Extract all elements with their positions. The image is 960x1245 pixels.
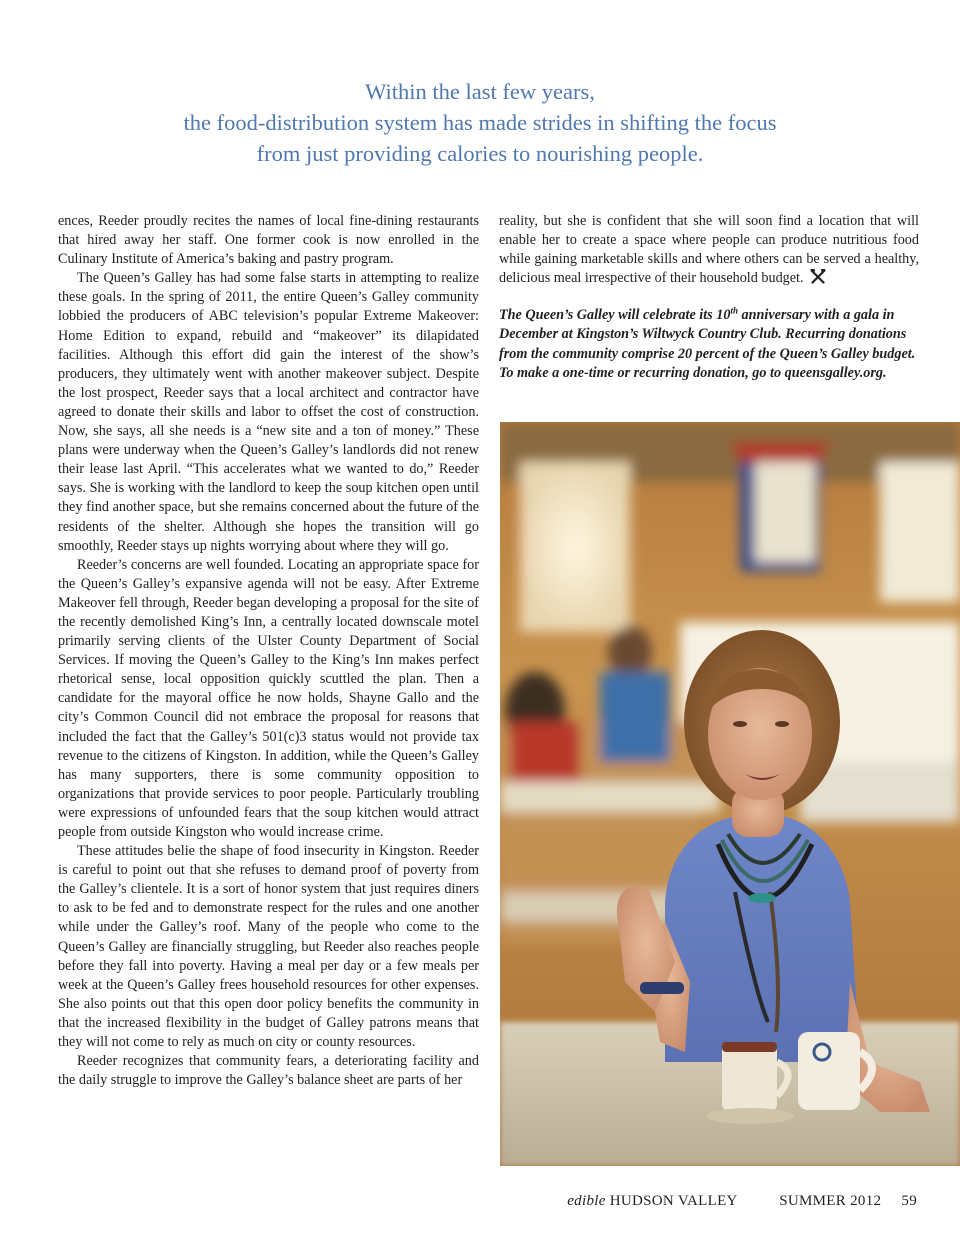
right-column (499, 212, 919, 383)
article-paragraph-end (499, 212, 919, 290)
page-footer (567, 1193, 917, 1210)
pull-quote-line: Within the last few years, (365, 79, 595, 104)
article-paragraph: Reeder recognizes that community fears, a deteriorating facility and the daily struggle to improve the Galley’s balance sheet are parts of her (58, 1053, 479, 1089)
magazine-brand-edible: edible (567, 1193, 606, 1209)
event-note-text: The Queen’s Galley will celebrate its 10 (499, 307, 731, 324)
article-paragraph: These attitudes belie the shape of food insecurity in Kingston. Reeder is careful to point out that she refuses to demand proof of poverty from the Galley’s clientele. It is a sort of honor system that just requires diners to ask to be fed and to demonstrate respect for the rules and one another while under the Galley’s roof. Many of the people who come to the Queen’s Galley are financially struggling, but Reeder also reaches people before they fall into poverty. Having a meal per day or a few meals per week at the Queen’s Galley frees household resources for other expenses. She also points out that this open door policy benefits the community in that the increased flexibility in the budget of Galley patrons means that they will not come to rely as much on city or county resources. (58, 843, 479, 1051)
article-paragraph: ences, Reeder proudly recites the names of local fine-dining restaurants that hired away her staff. One former cook is now enrolled in the Culinary Institute of America’s baking and pastry program. (58, 213, 479, 268)
magazine-brand-name: HUDSON VALLEY (609, 1193, 738, 1209)
event-note (499, 306, 919, 382)
pull-quote-line: the food-distribution system has made strides in shifting the focus (183, 110, 777, 135)
fork-and-knife-icon (810, 269, 826, 290)
page-number: 59 (901, 1193, 917, 1209)
issue-label: SUMMER 2012 (779, 1193, 882, 1209)
article-paragraph: The Queen’s Galley has had some false starts in attempting to realize these goals. In the spring of 2011, the entire Queen’s Galley community lobbied the producers of ABC television’s popular Extreme Makeover: Home Edition to expand, rebuild and “makeover” its dilapidated facilities. Although this effort did gain the interest of the show’s producers, they ultimately went with another makeover subject. Despite the lost prospect, Reeder says that a local architect and contractor have agreed to donate their skills and labor to offset the cost of construction. Now, she says, all she needs is a “new site and a ton of money.” These plans were underway when the Queen’s Galley’s landlords did not renew their lease last April. “This accelerates what we wanted to do,” Reeder says. She is working with the landlord to keep the soup kitchen open until they find another space, but she remains concerned about the future of the residents of the shelter. Although she hopes the transition will go smoothly, Reeder stays up nights worrying about where they will go. (58, 270, 479, 554)
article-paragraph-text: reality, but she is confident that she will soon find a location that will enable her to create a space where people can produce nutritious food while gaining marketable skills and where others can be served a healthy, delicious meal irrespective of their household budget. (499, 213, 919, 287)
article-paragraph: Reeder’s concerns are well founded. Locating an appropriate space for the Queen’s Galley’s expansive agenda will not be easy. After Extreme Makeover fell through, Reeder began developing a proposal for the site of the recently demolished King’s Inn, a centrally located downscale motel primarily serving clients of the Ulster County Department of Social Services. If moving the Queen’s Galley to the King’s Inn makes perfect rhetorical sense, local opposition quickly scuttled the plan. Then a candidate for the mayoral office he now holds, Shayne Gallo and the city’s Common Council did not embrace the proposal for reasons that included the fact that the Galley’s 501(c)3 status would not provide tax revenue to the citizens of Kingston. In addition, while the Queen’s Galley has many supporters, there is some community opposition to organizations that provide services to poor people. Particularly troubling were expressions of unfounded fears that the soup kitchen would attract people from outside Kingston who would increase crime. (58, 556, 479, 840)
pull-quote (0, 76, 960, 169)
ordinal-suffix: th (730, 305, 738, 316)
pull-quote-line: from just providing calories to nourishing people. (256, 141, 704, 166)
portrait-photo (500, 422, 960, 1166)
left-column (58, 212, 479, 1172)
event-note-text-rest: anniversary with a gala in December at Kingston’s Wiltwyck Country Club. Recurring donations from the community comprise 20 percent of the Queen’s Galley budget. To make a one-time or recurring donation, go to queensgalley.org. (499, 307, 916, 381)
